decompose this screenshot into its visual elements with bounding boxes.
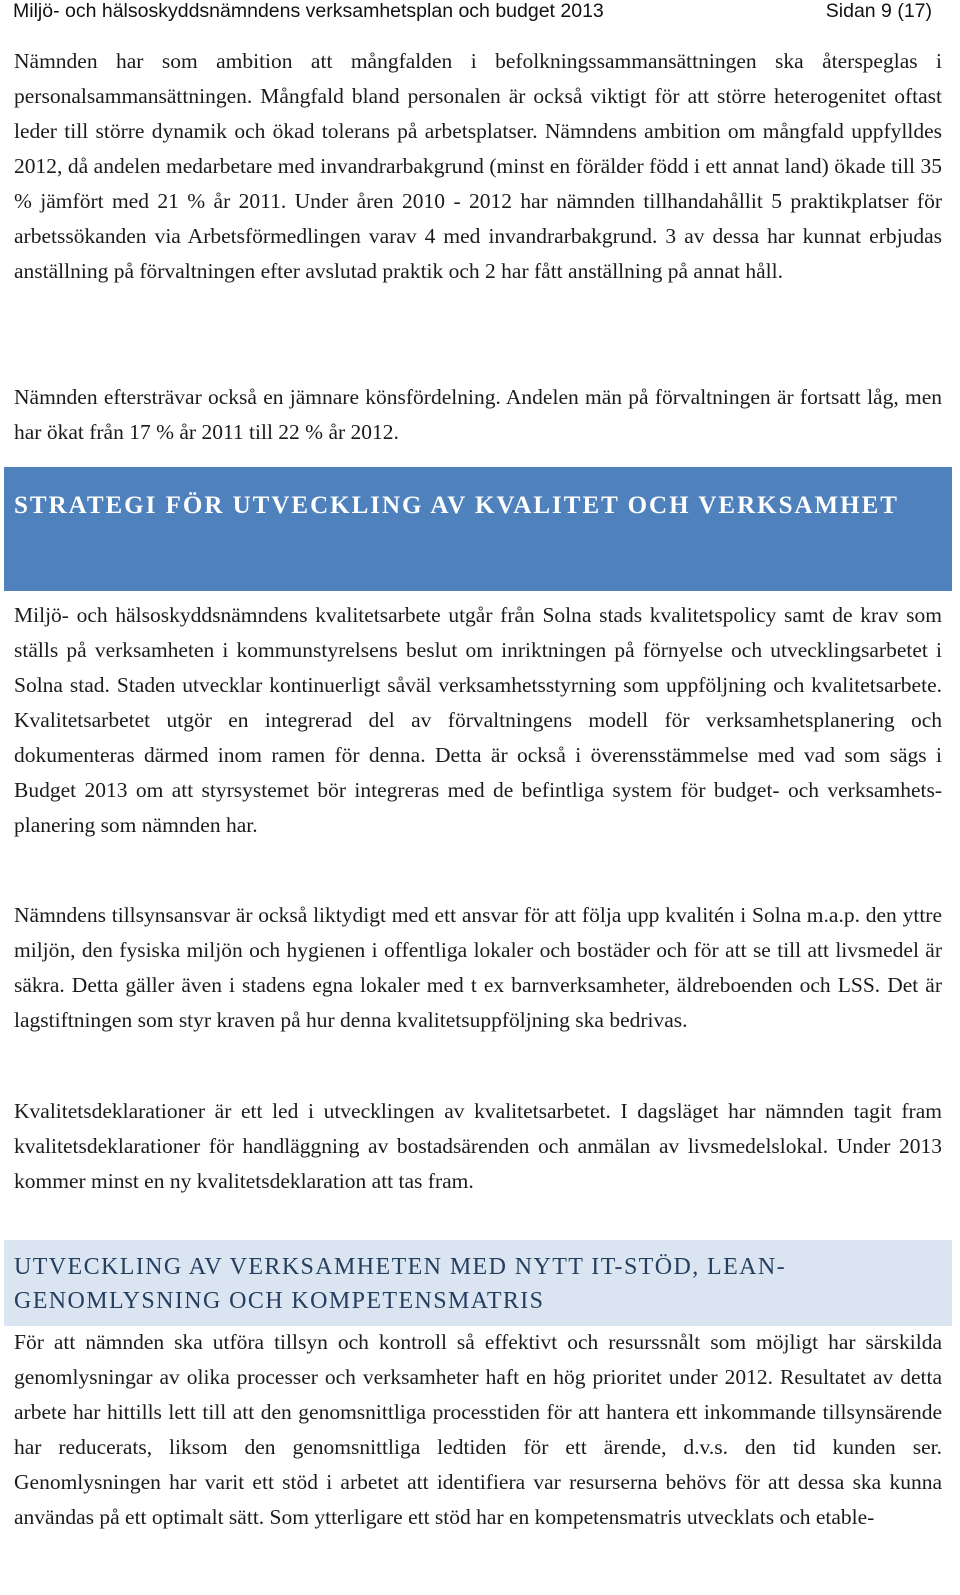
page-header [0,0,960,28]
paragraph-quality-work: Miljö- och hälsoskyddsnämndens kvalitetsarbete utgår från Solna stads kvalitetspolicy samt de krav som ställs på verksamheten i kommunstyrelsens beslut om inriktningen på förnyelse och utvecklingsarbetet i Solna stad. Staden utvecklar kontinuerligt såväl verksamhetsstyrning som uppföljning och kvalitetsarbete. Kvalitetsarbetet utgör en integrerad del av förvaltningens modell för verksamhetsplanering och dokumenteras därmed inom ramen för denna. Detta är också i överensstämmelse med vad som sägs i Budget 2013 om att styrsystemet bör integreras med de befintliga system för budget- och verksamhets- planering som nämnden har. [14,603,942,837]
document-title: Miljö- och hälsoskyddsnämndens verksamhetsplan och budget 2013 [13,0,604,22]
paragraph-quality-declarations: Kvalitetsdeklarationer är ett led i utvecklingen av kvalitetsarbetet. I dagsläget har nämnden tagit fram kvalitetsdeklarationer för handläggning av bostadsärenden och anmälan av livsmedelslokal. Under 2013 kommer minst en ny kvalitetsdeklaration att tas fram. [14,1099,942,1193]
paragraph-gender: Nämnden eftersträvar också en jämnare könsfördelning. Andelen män på förvaltningen är fortsatt låg, men har ökat från 17 % år 2011 till 22 % år 2012. [14,385,942,444]
section-heading-bar [4,467,952,591]
paragraph-diversity: Nämnden har som ambition att mångfalden i befolkningssammansättningen ska återspeglas i personalsammansättningen. Mångfald bland personalen är också viktigt för att större heterogenitet oftast leder till större dynamik och ökad tolerans på arbetsplatser. Nämndens ambition om mångfald uppfylldes 2012, då andelen medarbetare med invandrarbakgrund (minst en förälder född i ett annat land) ökade till 35 % jämfört med 21 % år 2011. Under åren 2010 - 2012 har nämnden tillhandahållit 5 praktikplatser för arbetssökanden via Arbetsförmedlingen varav 4 med invandrarbakgrund. 3 av dessa har kunnat erbjudas anställning på förvaltningen efter avslutad praktik och 2 har fått anställning på annat håll. [14,49,942,283]
section-heading: STRATEGI FÖR UTVECKLING AV KVALITET OCH VERKSAMHET [14,492,899,519]
subsection-heading-bar [4,1240,952,1326]
paragraph-lean: För att nämnden ska utföra tillsyn och kontroll så effektivt och resurssnålt som möjligt har särskilda genomlysningar av olika processer och verksamheter haft en hög prioritet under 2012. Resultatet av detta arbete har hittills lett till att den genomsnittliga processtiden för att hantera ett inkommande tillsynsärende har reducerats, liksom den genomsnittliga ledtiden för ett ärende, d.v.s. den tid kunden ser. Genomlysningen har varit ett stöd i arbetet att identifiera var resurserna behövs för att dessa ska kunna användas på ett optimalt sätt. Som ytterligare ett stöd har en kompetensmatris utvecklats och etable- [14,1330,942,1529]
page-number: Sidan 9 (17) [825,0,932,22]
paragraph-supervision: Nämndens tillsynsansvar är också liktydigt med ett ansvar för att följa upp kvalitén i Solna m.a.p. den yttre miljön, den fysiska miljön och hygienen i offentliga lokaler och bostäder och för att se till att livsmedel är säkra. Detta gäller även i stadens egna lokaler med t ex barnverksamheter, äldreboenden och LSS. Det är lagstiftningen som styr kraven på hur denna kvalitetsuppföljning ska bedrivas. [14,903,942,1032]
subsection-heading: UTVECKLING AV VERKSAMHETEN MED NYTT IT-STÖD, LEAN-GENOMLYSNING OCH KOMPETENSMATRIS [14,1254,786,1314]
